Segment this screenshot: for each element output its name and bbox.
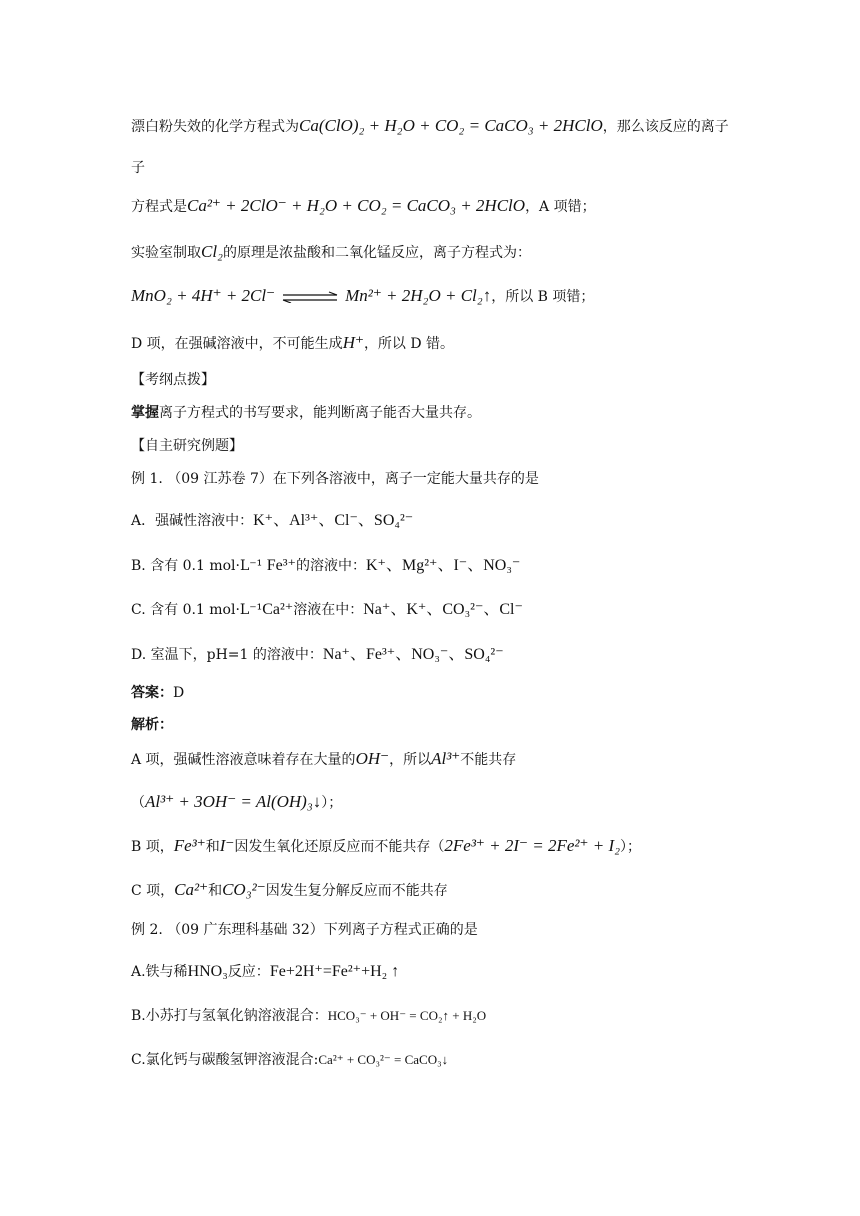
option-c — [131, 600, 523, 619]
equation: HCO₃⁻ + OH⁻ = CO₂↑ + H₂O — [327, 1008, 487, 1023]
option-b — [131, 556, 520, 575]
text: 因发生复分解反应而不能共存 — [265, 883, 448, 899]
ions: Na⁺、K⁺、CO₃²⁻、Cl⁻ — [363, 601, 523, 618]
ions: K⁺、Al³⁺、Cl⁻、SO₄²⁻ — [253, 512, 414, 529]
example-title: 例 2. （09 广东理科基础 32）下列离子方程式正确的是 — [131, 922, 478, 938]
chemical-symbol: Ca²⁺ — [174, 880, 209, 899]
text: C.氯化钙与碳酸氢钾溶液混合: — [131, 1052, 319, 1068]
text: D. 室温下，pH=1 的溶液中： — [131, 647, 323, 663]
text: 因发生氧化还原反应而不能共存（ — [234, 839, 445, 855]
chemical-symbol: Fe³⁺ — [173, 836, 206, 855]
text-line — [131, 792, 342, 812]
text-line — [131, 242, 531, 262]
text-line — [131, 160, 145, 177]
text: 的溶液中： — [296, 558, 366, 574]
text: A.铁与稀 — [131, 964, 188, 980]
text: B. 含有 0.1 mol·L⁻¹ — [131, 558, 263, 574]
ions: K⁺、Mg²⁺、I⁻、NO₃⁻ — [366, 557, 521, 574]
option-d — [131, 645, 504, 664]
chemical-symbol: CO₃²⁻ — [222, 880, 266, 899]
text: 离子方程式的书写要求，能判断离子能否大量共存。 — [159, 405, 481, 421]
text: 漂白粉失效的化学方程式为 — [131, 119, 299, 135]
text: 实验室制取 — [131, 245, 201, 261]
text-line — [131, 836, 641, 856]
example-title: 例 1. （09 江苏卷 7）在下列各溶液中，离子一定能大量共存的是 — [131, 471, 539, 487]
equation: Fe+2H⁺=Fe²⁺+H₂ ↑ — [269, 963, 400, 980]
chemical-symbol: Cl₂ — [201, 242, 223, 261]
equation: Ca²⁺ + CO₃²⁻ = CaCO₃↓ — [318, 1052, 449, 1067]
option-c — [131, 1052, 448, 1069]
equation-rhs: Mn²⁺ + 2H₂O + Cl₂↑ — [345, 286, 492, 305]
text: 子 — [131, 160, 145, 176]
ion: Fe³⁺ — [266, 557, 296, 574]
text: 方程式是 — [131, 199, 187, 215]
text-line — [131, 116, 729, 136]
text-line — [131, 880, 448, 900]
equation: Ca²⁺ + 2ClO⁻ + H₂O + CO₂ = CaCO₃ + 2HClO — [187, 196, 526, 215]
chemical-symbol: HNO₃ — [187, 963, 228, 980]
text: C 项， — [131, 883, 175, 899]
answer-value: D — [173, 685, 185, 701]
answer-label: 答案： — [131, 685, 173, 701]
ion: Ca²⁺ — [262, 601, 294, 618]
option-a — [131, 511, 413, 530]
text: 和 — [205, 839, 220, 855]
text: 和 — [208, 883, 223, 899]
option-b — [131, 1008, 486, 1025]
answer-line — [131, 685, 184, 702]
text: 溶液在中： — [293, 602, 364, 618]
equation: 2Fe³⁺ + 2I⁻ = 2Fe²⁺ + I₂ — [444, 836, 621, 855]
text: 反应： — [227, 964, 270, 980]
text: ，所以 D 错。 — [363, 336, 455, 352]
text: ，A 项错； — [525, 199, 596, 215]
section-heading: 【考纲点拨】 — [131, 372, 215, 388]
text: （ — [131, 795, 145, 811]
text: ，那么该反应的离子 — [602, 119, 729, 135]
text: A．强碱性溶液中： — [131, 513, 254, 529]
chemical-symbol: H⁺ — [342, 333, 364, 352]
text: ，所以 — [389, 752, 432, 768]
equation: Al³⁺ + 3OH⁻ = Al(OH)₃↓ — [145, 792, 322, 811]
text: C. 含有 0.1 mol·L⁻¹ — [131, 602, 263, 618]
chemical-symbol: OH⁻ — [355, 749, 390, 768]
text-line — [131, 286, 594, 306]
option-a — [131, 962, 399, 981]
text: 不能共存 — [460, 752, 517, 768]
text: D 项，在强碱溶液中，不可能生成 — [131, 336, 343, 352]
text-bold: 掌握 — [131, 405, 159, 421]
section-heading: 【自主研究例题】 — [131, 438, 243, 454]
text-line — [131, 196, 596, 216]
equilibrium-arrow-icon — [281, 291, 339, 303]
ions: Na⁺、Fe³⁺、NO₃⁻、SO₄²⁻ — [322, 646, 504, 663]
text: ）； — [321, 795, 343, 811]
text-line — [131, 405, 481, 422]
text: B.小苏打与氢氧化钠溶液混合： — [131, 1008, 328, 1024]
text: ）； — [620, 839, 642, 855]
text: B 项， — [131, 839, 174, 855]
text: ，所以 B 项错； — [491, 289, 595, 305]
chemical-symbol: I⁻ — [219, 836, 235, 855]
analysis-label: 解析： — [131, 717, 173, 733]
text: A 项，强碱性溶液意味着存在大量的 — [131, 752, 356, 768]
text: 的原理是浓盐酸和二氧化锰反应，离子方程式为： — [222, 245, 531, 261]
equation-lhs: MnO₂ + 4H⁺ + 2Cl⁻ — [131, 286, 276, 305]
text-line — [131, 333, 454, 353]
equation: Ca(ClO)₂ + H₂O + CO₂ = CaCO₃ + 2HClO — [299, 116, 603, 135]
text-line — [131, 749, 516, 769]
chemical-symbol: Al³⁺ — [431, 749, 461, 768]
